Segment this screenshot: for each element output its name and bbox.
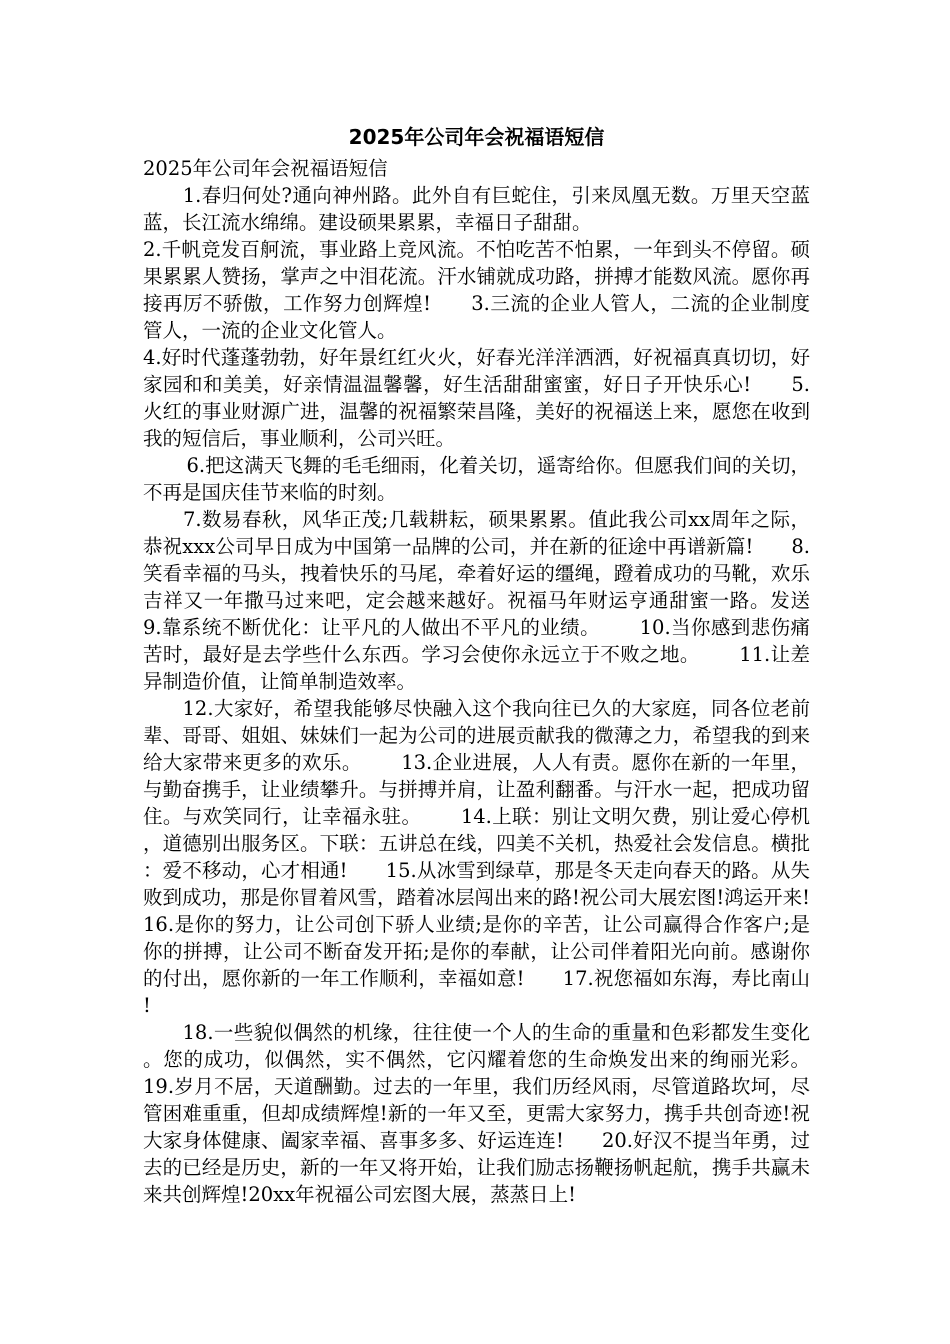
paragraph-4: 6.把这满天飞舞的毛毛细雨，化着关切，遥寄给你。但愿我们间的关切，不再是国庆佳节来临的时刻。 bbox=[143, 454, 810, 504]
document-title: 2025年公司年会祝福语短信 bbox=[348, 125, 605, 149]
paragraph-2: 2.千帆竞发百舸流，事业路上竞风流。不怕吃苦不怕累，一年到头不停留。硕果累累人赞扬，掌声之中泪花流。汗水铺就成功路，拼搏才能数风流。愿你再接再厉不骄傲，工作努力创辉煌! 3.三流的企业人管人，二流的企业制度管人，一流的企业文化管人。 bbox=[143, 238, 810, 342]
paragraph-5: 7.数易春秋，风华正茂;几载耕耘，硕果累累。值此我公司xx周年之际，恭祝xxx公司早日成为中国第一品牌的公司，并在新的征途中再谱新篇! 8.笑看幸福的马头，拽着快乐的马尾，牵着好运的缰绳，蹬着成功的马靴，欢乐吉祥又一年撒马过来吧，定会越来越好。祝福马年财运亨通甜蜜一路。发送 9.靠系统不断优化：让平凡的人做出不平凡的业绩。 10.当你感到悲伤痛苦时，最好是去学些什么东西。学习会使你永远立于不败之地。 11.让差异制造价值，让简单制造效率。 bbox=[143, 508, 848, 693]
paragraph-6: 12.大家好，希望我能够尽快融入这个我向往已久的大家庭，同各位老前辈、哥哥、姐姐、妹妹们一起为公司的进展贡献我的微薄之力，希望我的到来给大家带来更多的欢乐。 13.企业进展，人人有责。愿你在新的一年里，与勤奋携手，让业绩攀升。与拼搏并肩，让盈利翻番。与汗水一起，把成功留住。与欢笑同行，让幸福永驻。 14.上联：别让文明欠费，别让爱心停机，道德别出服务区。下联：五讲总在线，四美不关机，热爱社会发信息。横批：爱不移动，心才相通! 15.从冰雪到绿草，那是冬天走向春天的路。从失败到成功，那是你冒着风雪，踏着冰层闯出来的路!祝公司大展宏图!鸿运开来! 16.是你的努力，让公司创下骄人业绩;是你的辛苦，让公司赢得合作客户;是你的拼搏，让公司不断奋发开拓;是你的奉献，让公司伴着阳光向前。感谢你的付出，愿你新的一年工作顺利，幸福如意! 17.祝您福如东海，寿比南山! bbox=[143, 697, 848, 1017]
paragraph-7: 18.一些貌似偶然的机缘，往往使一个人的生命的重量和色彩都发生变化。您的成功，似偶然，实不偶然，它闪耀着您的生命焕发出来的绚丽光彩。 19.岁月不居，天道酬勤。过去的一年里，我们历经风雨，尽管道路坎坷，尽管困难重重，但却成绩辉煌!新的一年又至，更需大家努力，携手共创奇迹!祝大家身体健康、阖家幸福、喜事多多、好运连连! 20.好汉不提当年勇，过去的已经是历史，新的一年又将开始，让我们励志扬鞭扬帆起航，携手共赢未来共创辉煌!20xx年祝福公司宏图大展，蒸蒸日上! bbox=[143, 1021, 848, 1206]
paragraph-1: 1.春归何处?通向神州路。此外自有巨蛇住，引来凤凰无数。万里天空蓝蓝，长江流水绵绵。建设硕果累累，幸福日子甜甜。 bbox=[143, 184, 810, 234]
paragraph-3: 4.好时代蓬蓬勃勃，好年景红红火火，好春光洋洋洒洒，好祝福真真切切，好家园和和美美，好亲情温温馨馨，好生活甜甜蜜蜜，好日子开快乐心! 5.火红的事业财源广进，温馨的祝福繁荣昌隆，美好的祝福送上来，愿您在收到我的短信后，事业顺利，公司兴旺。 bbox=[143, 346, 810, 450]
document-page bbox=[143, 120, 848, 1208]
document-subtitle: 2025年公司年会祝福语短信 bbox=[143, 157, 388, 180]
